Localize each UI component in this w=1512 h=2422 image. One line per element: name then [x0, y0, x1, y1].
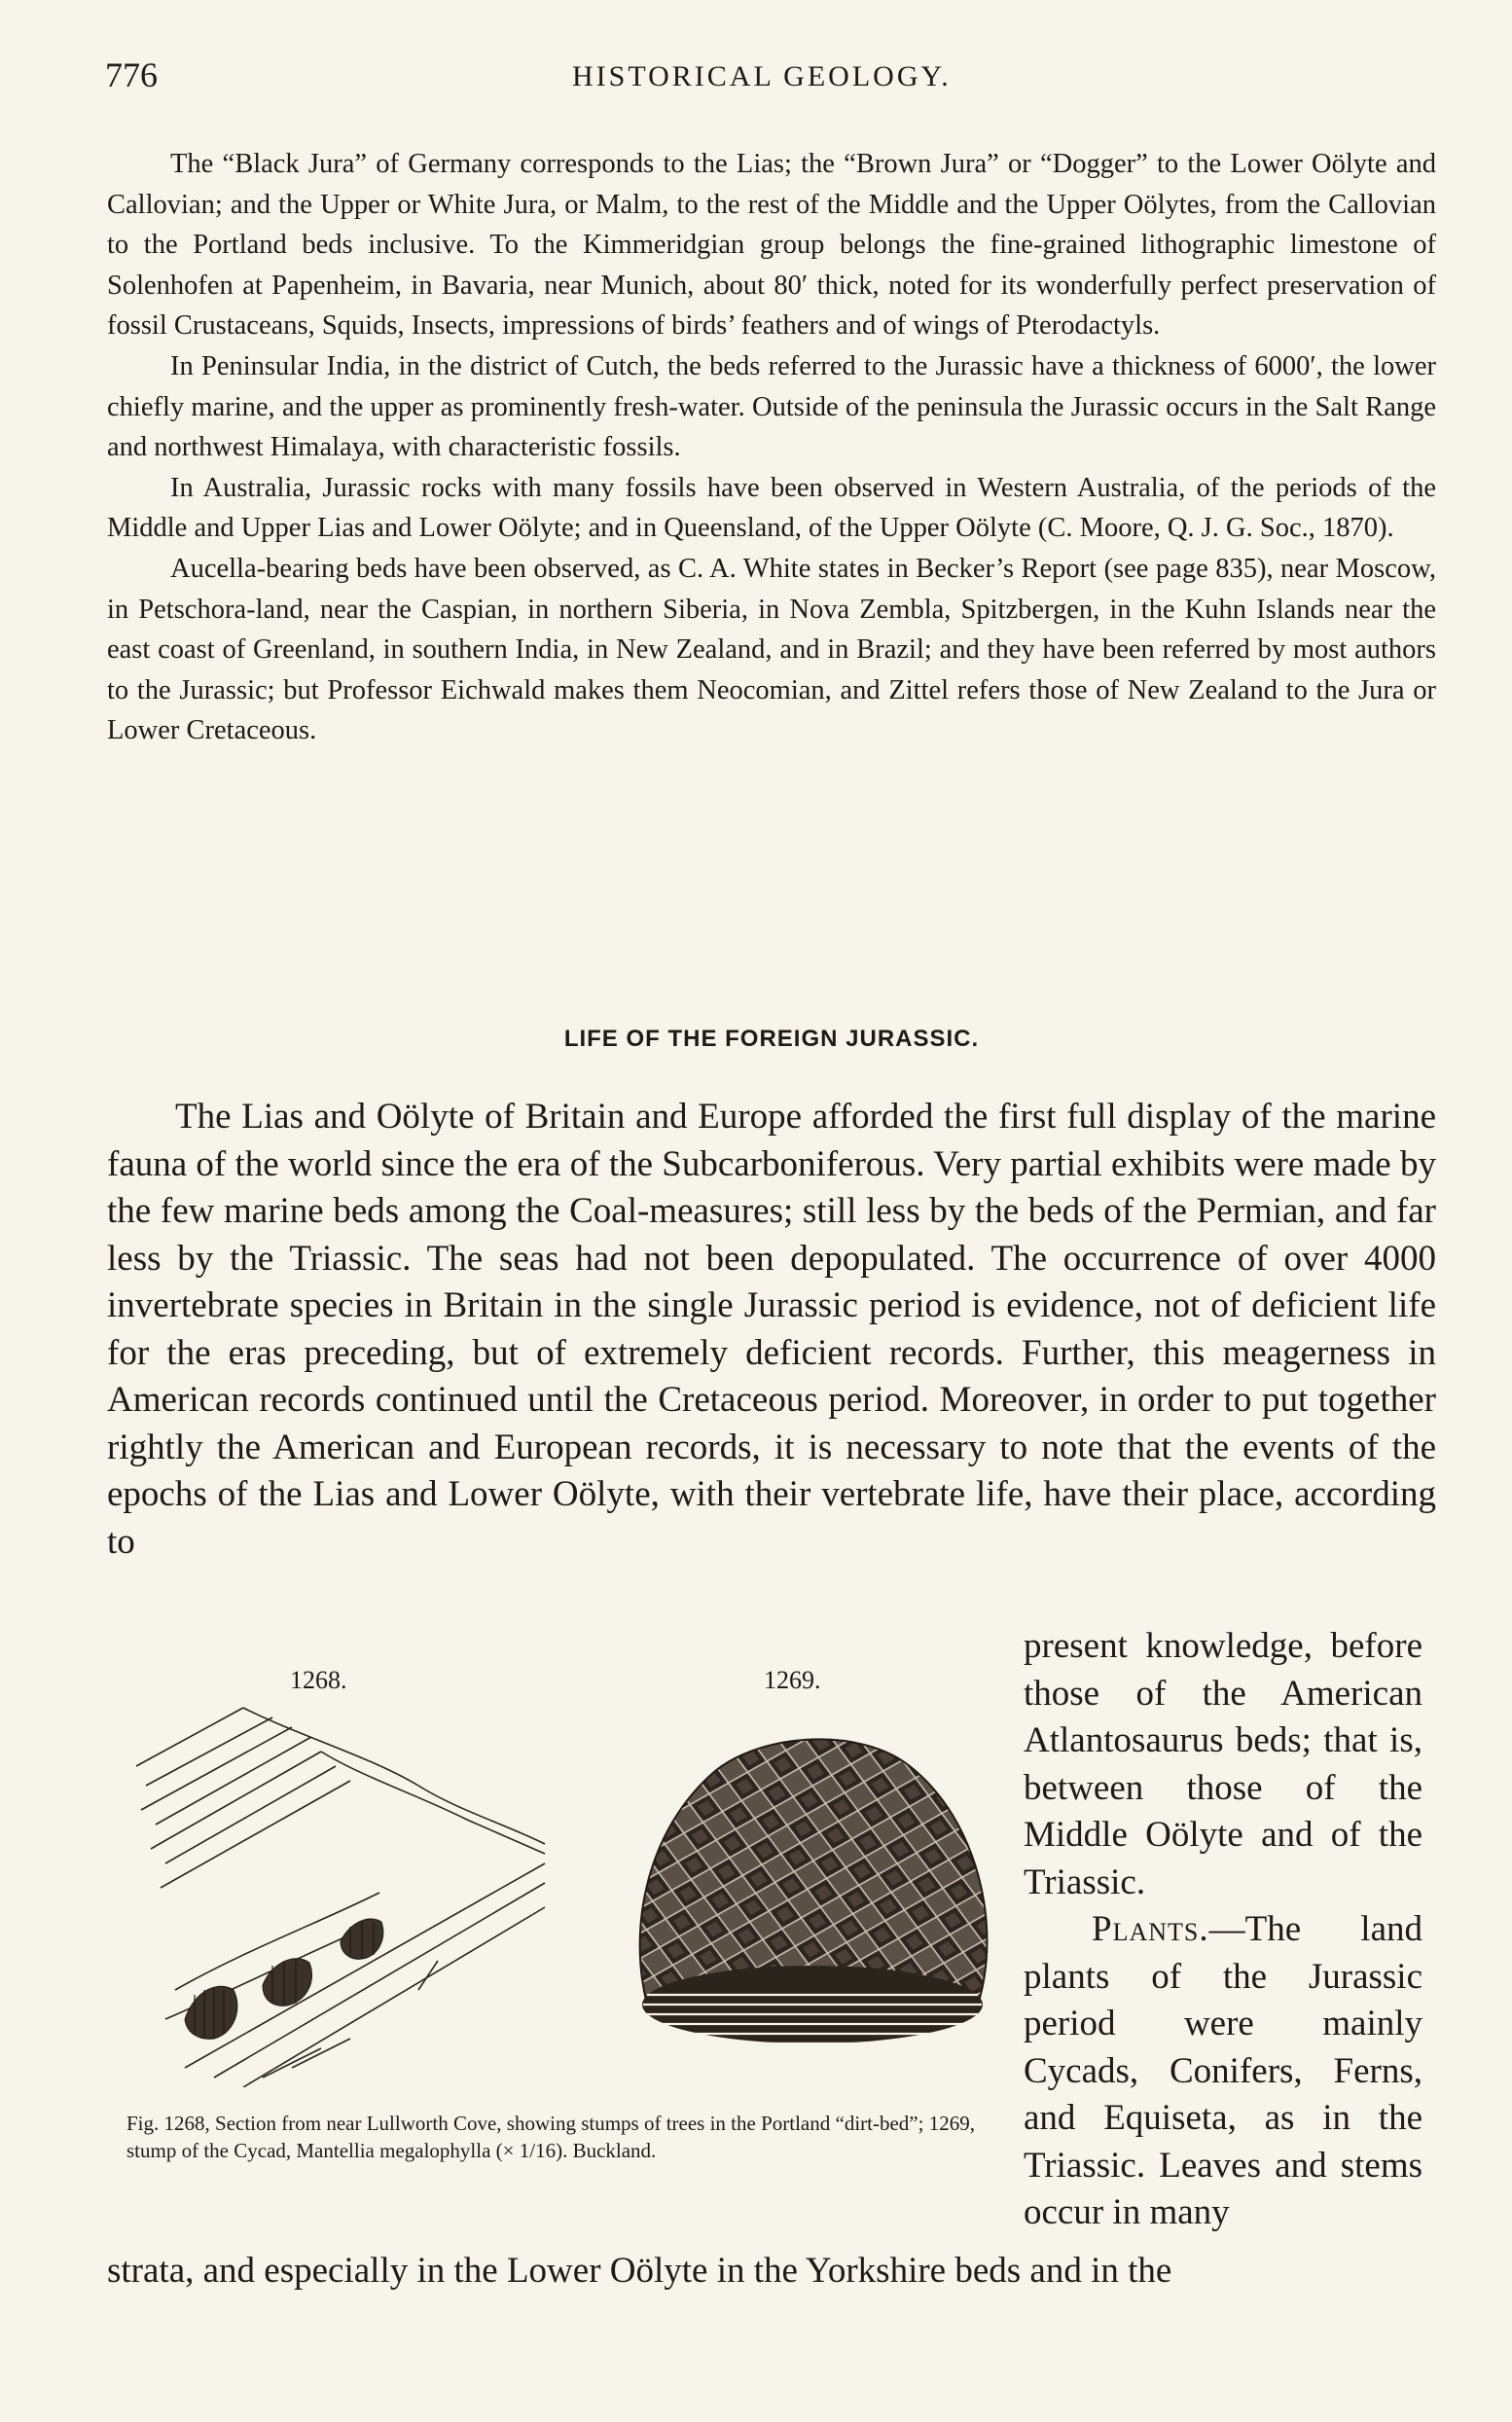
page-header: [105, 54, 1428, 113]
side-column-text: [1024, 1623, 1422, 2237]
figure-1269-cycad-stump: [608, 1713, 1017, 2082]
page-number: 776: [105, 55, 158, 94]
paragraph-life-foreign-jurassic: The Lias and Oölyte of Britain and Europe afforded the first full display of the marine fauna of the world since the era of the Subcarboniferous. Very partial exhibits were made by the few marine beds among the Coal-measures; still less by the beds of the Permian, and far less by the Triassic. The seas had not been depopulated. The occurrence of over 4000 invertebrate species in Britain in the single Jurassic period is evidence, not of deficient life for the eras preceding, but of extremely deficient records. Further, this meagerness in American records continued until the Cretaceous period. Moreover, in order to put together rightly the American and European records, it is necessary to note that the events of the epochs of the Lias and Lower Oölyte, with their vertebrate life, have their place, according to: [107, 1097, 1436, 1562]
paragraph-plants: [1024, 1906, 1422, 2237]
main-paragraph: [107, 1094, 1436, 1566]
figure-1268-strata-section: [126, 1698, 564, 2087]
paragraph-india: In Peninsular India, in the district of Cutch, the beds referred to the Jurassic have a thickness of 6000′, the lower chiefly marine, and the upper as prominently fresh-water. Outside of the peninsula the Jurassic occurs in the Salt Range and northwest Himalaya, with characteristic fossils.: [107, 350, 1436, 463]
paragraph-australia: In Australia, Jurassic rocks with many fossils have been observed in Western Australia, of the periods of the Middle and Upper Lias and Lower Oölyte; and in Queensland, of the Upper Oölyte (C. Moore, Q. J. G. Soc., 1870).: [107, 472, 1436, 544]
plants-text: —The land plants of the Jurassic period were mainly Cycads, Conifers, Ferns, and Equiseta, as in the Triassic. Leaves and stems occur in many: [1024, 1909, 1422, 2232]
small-print-section: [107, 144, 1436, 751]
paragraph-aucella: Aucella-bearing beds have been observed, as C. A. White states in Becker’s Report (see page 835), near Moscow, in Petschora-land, near the Caspian, in northern Siberia, in Nova Zembla, Spitzbergen, in the Kuhn Islands near the east coast of Greenland, in southern India, in New Zealand, and in Brazil; and they have been referred by most authors to the Jurassic; but Professor Eichwald makes them Neocomian, and Zittel refers those of New Zealand to the Jura or Lower Cretaceous.: [107, 553, 1436, 746]
closing-line: strata, and especially in the Lower Oölyte in the Yorkshire beds and in the: [107, 2251, 1172, 2291]
paragraph-jura-germany: The “Black Jura” of Germany corresponds to the Lias; the “Brown Jura” or “Dogger” to the Lower Oölyte and Callovian; and the Upper or White Jura, or Malm, to the rest of the Middle and the Upper Oölytes, from the Callovian to the Portland beds inclusive. To the Kimmeridgian group belongs the fine-grained lithographic limestone of Solenhofen at Papenheim, in Bavaria, near Munich, about 80′ thick, noted for its wonderfully perfect preservation of fossil Crustaceans, Squids, Insects, impressions of birds’ feathers and of wings of Pterodactyls.: [107, 149, 1436, 342]
section-heading: LIFE OF THE FOREIGN JURASSIC.: [563, 1026, 980, 1052]
figure-1269-label: 1269.: [764, 1666, 821, 1694]
running-title: HISTORICAL GEOLOGY.: [572, 60, 952, 92]
figure-1268-label: 1268.: [290, 1666, 347, 1694]
figure-caption: Fig. 1268, Section from near Lullworth Cove, showing stumps of trees in the Portland “dirt-bed”; 1269, stump of the Cycad, Mantellia megalophylla (× 1/16). Buckland.: [126, 2112, 975, 2162]
paragraph-continuation: present knowledge, before those of the American Atlantosaurus beds; that is, between those of the Middle Oölyte and of the Triassic.: [1024, 1626, 1422, 1902]
plants-heading: Plants.: [1092, 1909, 1209, 1949]
